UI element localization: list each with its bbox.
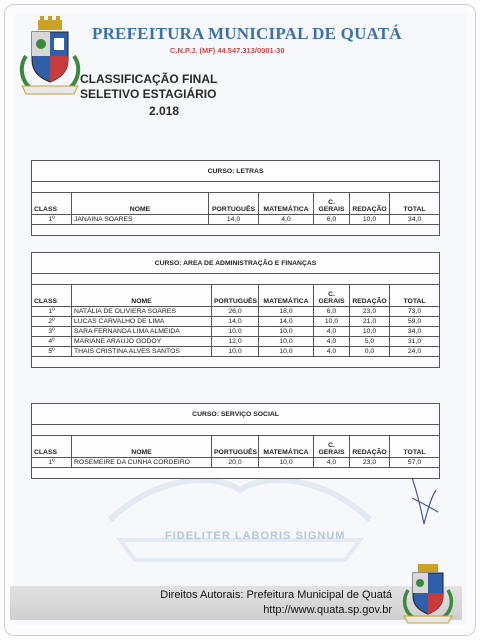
table-row: 5º THAIS CRISTINA ALVES SANTOS 10,0 10,0 4,0 0,0 24,0	[32, 347, 440, 357]
col-portugues: PORTUGUÊS	[212, 436, 259, 458]
course-title: CURSO: LETRAS	[32, 161, 440, 182]
col-matematica: MATEMÁTICA	[259, 285, 314, 307]
col-matematica: MATEMÁTICA	[259, 436, 314, 458]
title-line-1: CLASSIFICAÇÃO FINAL	[80, 72, 218, 86]
col-gerais: C. GERAIS	[314, 436, 350, 458]
col-redacao: REDAÇÃO	[350, 436, 390, 458]
title-year: 2.018	[148, 104, 180, 118]
col-portugues: PORTUGUÊS	[212, 285, 259, 307]
col-class: CLASS	[32, 285, 72, 307]
website-link[interactable]: http://www.quata.sp.gov.br	[263, 604, 392, 616]
municipal-crest-icon	[16, 16, 84, 98]
cnpj-text: C.N.P.J. (MF) 44.547.313/0001-30	[170, 46, 285, 55]
table-row: 1º NATÁLIA DE OLIVIERA SOARES 26,0 18,0 6,0 23,0 73,0	[32, 307, 440, 317]
col-redacao: REDAÇÃO	[350, 285, 390, 307]
title-line-2: SELETIVO ESTAGIÁRIO	[80, 87, 217, 101]
municipality-title: PREFEITURA MUNICIPAL DE QUATÁ	[92, 24, 402, 43]
table-row: 3º SARA FERNANDA LIMA ALMEIDA 10,0 10,0 4,0 10,0 34,0	[32, 327, 440, 337]
col-matematica: MATEMÁTICA	[259, 193, 314, 215]
table-header-row	[32, 285, 440, 307]
copyright-text: Direitos Autorais: Prefeitura Municipal de Quatá	[160, 589, 392, 601]
results-table-servico-social	[31, 403, 440, 479]
col-gerais: C. GERAIS	[314, 285, 350, 307]
col-nome: NOME	[72, 193, 209, 215]
table-header-row	[32, 193, 440, 215]
document-title	[80, 72, 240, 119]
course-title: CURSO: SERVIÇO SOCIAL	[32, 404, 440, 425]
col-total: TOTAL	[390, 285, 440, 307]
results-table-letras	[31, 160, 440, 236]
table-row: 1º JANAINA SOARES 14,0 4,0 6,0 10,0 34,0	[32, 215, 440, 225]
col-gerais: C. GERAIS	[314, 193, 350, 215]
col-class: CLASS	[32, 193, 72, 215]
col-nome: NOME	[72, 285, 212, 307]
table-header-row	[32, 436, 440, 458]
col-total: TOTAL	[390, 436, 440, 458]
table-row: 2º LUCAS CARVALHO DE LIMA 14,0 14,0 10,0 21,0 59,0	[32, 317, 440, 327]
col-nome: NOME	[72, 436, 212, 458]
table-row: 4º MARIANE ARAUJO GODOY 12,0 10,0 4,0 5,0 31,0	[32, 337, 440, 347]
municipal-crest-icon	[400, 560, 456, 626]
course-title: CURSO: AREA DE ADMINISTRAÇÃO E FINANÇAS	[32, 253, 440, 274]
col-class: CLASS	[32, 436, 72, 458]
col-portugues: PORTUGUÊS	[209, 193, 259, 215]
col-total: TOTAL	[390, 193, 440, 215]
watermark-motto: FIDELITER LABORIS SIGNUM	[165, 530, 346, 542]
results-table-administracao	[31, 252, 440, 368]
table-row: 1º ROSEMEIRE DA CUNHA CORDEIRO 20,0 10,0 4,0 23,0 57,0	[32, 458, 440, 468]
col-redacao: REDAÇÃO	[350, 193, 390, 215]
